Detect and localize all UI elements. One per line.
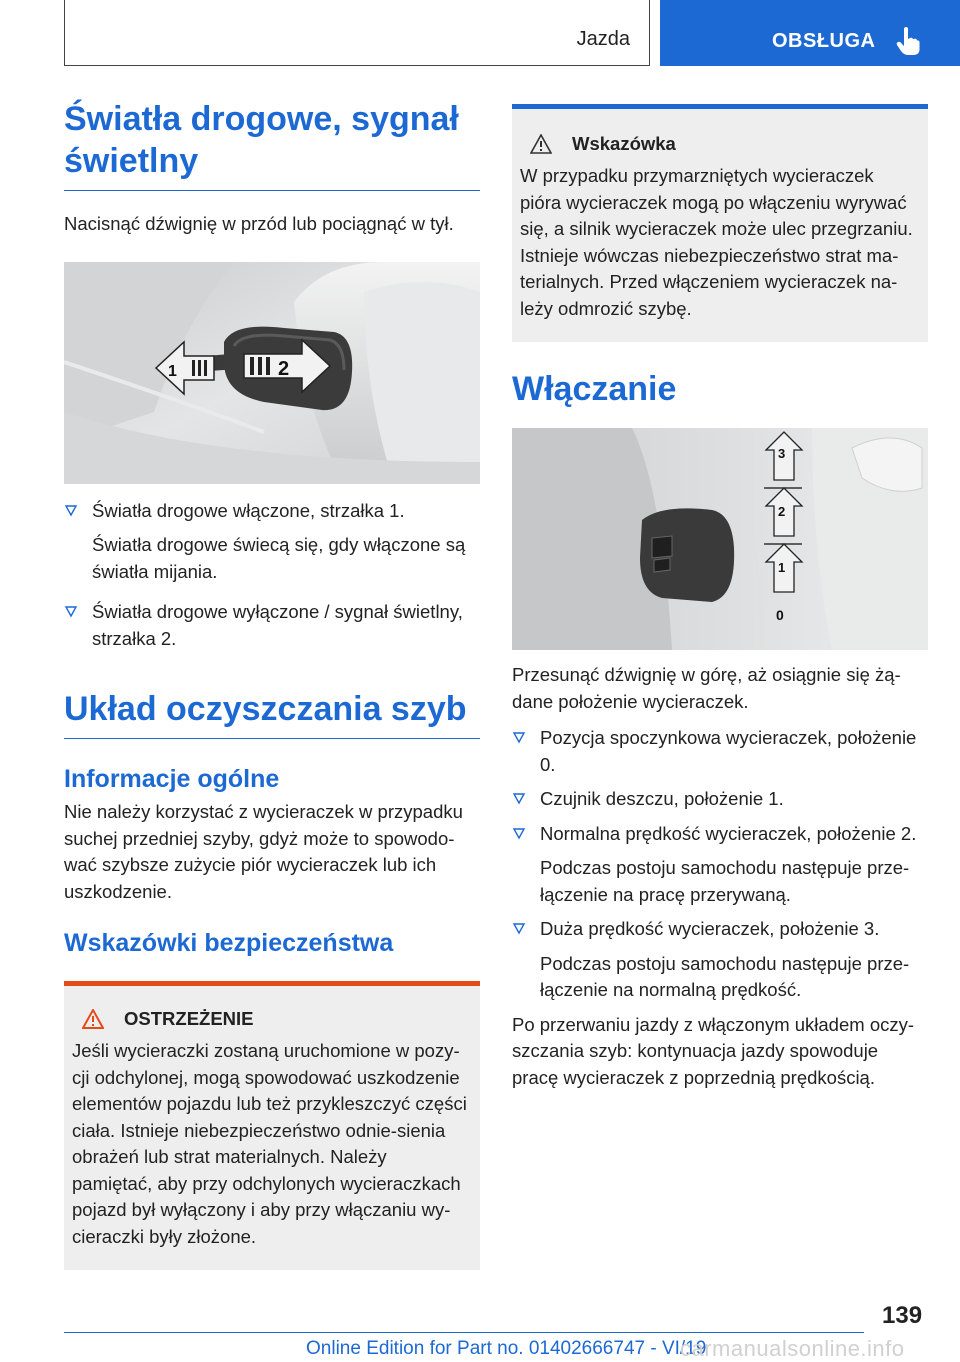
triangle-bullet-icon <box>64 604 78 618</box>
list-item-text: Światła drogowe włączone, strzałka 1. <box>92 499 405 521</box>
note-header <box>520 131 916 157</box>
list-item <box>512 916 928 1004</box>
header-tab-label: OBSŁUGA <box>772 30 876 52</box>
triangle-bullet-icon <box>64 503 78 517</box>
high-beam-list <box>64 498 480 653</box>
warning-triangle-icon <box>82 1009 104 1029</box>
figure-lever-high-beam <box>64 262 480 484</box>
warning-title: OSTRZEŻENIE <box>124 1008 254 1029</box>
section-title-high-beam: Światła drogowe, sygnał świetlny <box>64 98 480 191</box>
list-item <box>64 599 480 652</box>
note-title: Wskazówka <box>572 133 676 154</box>
warning-header <box>72 1006 468 1032</box>
position-label-0: 0 <box>776 607 784 623</box>
position-label-3: 3 <box>778 446 786 461</box>
triangle-bullet-icon <box>512 826 526 840</box>
list-item-text: Światła drogowe wyłączone / sygnał świetlny, strzałka 2. <box>92 601 463 649</box>
position-label-2: 2 <box>778 504 786 519</box>
page-header <box>0 0 960 66</box>
wiper-positions-list <box>512 725 928 1004</box>
general-info-text: Nie należy korzystać z wycieraczek w przypadku suchej przedniej szyby, gdyż może to spowodo‐wać szybsze zużycie piór wycieraczek lub ich uszkodzenie. <box>64 801 463 902</box>
warning-triangle-icon <box>530 134 552 154</box>
section-title-wipers: Układ oczyszczania szyb <box>64 688 480 739</box>
switching-intro: Przesunąć dźwignię w górę, aż osiągnie się żą‐dane położenie wycieraczek. <box>512 664 901 712</box>
list-item <box>64 498 480 586</box>
switching-outro: Po przerwaniu jazdy z włączonym układem oczy‐szczania szyb: kontynuacja jazdy spowoduje pracę wycieraczek z poprzednią prędkością. <box>512 1013 915 1088</box>
list-item-text: Czujnik deszczu, położenie 1. <box>540 788 784 809</box>
list-item-text: Duża prędkość wycieraczek, położenie 3. <box>540 918 880 939</box>
triangle-bullet-icon <box>512 730 526 744</box>
list-item-subtext: Światła drogowe świecą się, gdy włączone są światła mijania. <box>92 534 466 582</box>
subsection-title-safety: Wskazówki bezpieczeństwa <box>64 929 394 957</box>
list-item <box>512 786 928 813</box>
warning-text: Jeśli wycieraczki zostaną uruchomione w pozy‐cji odchylonej, mogą spowodować uszkodzenie elementów pojazdu lub też przykleszczyć części ciała. Istnieje niebezpieczeństwo odnie‐sienia obrażeń lub strat materialnych. Należy pamiętać, aby przy odchylonych wycieraczkach pojazd był wyłączony i aby przy włączaniu wy‐cieraczki były złożone. <box>72 1040 467 1247</box>
list-item-subtext: Podczas postoju samochodu następuje prze‐łączenie na normalną prędkość. <box>540 952 910 1000</box>
triangle-bullet-icon <box>512 791 526 805</box>
page-number: 139 <box>882 1302 923 1329</box>
header-section-title: Jazda <box>576 28 630 50</box>
hand-pointer-icon <box>896 26 920 56</box>
wiper-lever-illustration <box>512 428 928 650</box>
lever-illustration <box>64 262 480 484</box>
note-box <box>512 104 928 342</box>
watermark: carmanualsonline.info <box>680 1336 905 1361</box>
list-item <box>512 725 928 778</box>
arrow-label-1: 1 <box>168 362 177 380</box>
footer-edition: Online Edition for Part no. 01402666747 - VI/19 <box>306 1338 707 1359</box>
arrow-label-2: 2 <box>278 357 290 380</box>
list-item-text: Normalna prędkość wycieraczek, położenie 2. <box>540 822 917 844</box>
right-column <box>512 104 928 1091</box>
header-tab-obsluga[interactable] <box>660 0 960 66</box>
list-item-text: Pozycja spoczynkowa wycieraczek, położenie 0. <box>540 727 917 775</box>
list-item-subtext: Podczas postoju samochodu następuje prze‐łączenie na pracę przerywaną. <box>540 857 910 905</box>
figure-lever-wipers <box>512 428 928 650</box>
triangle-bullet-icon <box>512 921 526 935</box>
note-text: W przypadku przymarzniętych wycieraczek pióra wycieraczek mogą po włączeniu wyrywać się, a silnik wycieraczek może ulec przegrzaniu. Istnieje wówczas niebezpieczeństwo strat ma‐terialnych. Przed włączeniem wycieraczek na‐leży odmrozić szybę. <box>520 165 913 319</box>
header-frame <box>64 0 650 66</box>
position-label-1: 1 <box>778 560 786 575</box>
warning-box <box>64 981 480 1270</box>
subsection-title-general: Informacje ogólne <box>64 765 280 793</box>
high-beam-intro: Nacisnąć dźwignię w przód lub pociągnąć w tył. <box>64 213 454 234</box>
section-title-switching-on: Włączanie <box>512 370 677 408</box>
footer-divider <box>64 1332 864 1333</box>
left-column <box>64 98 480 1270</box>
list-item <box>512 821 928 909</box>
